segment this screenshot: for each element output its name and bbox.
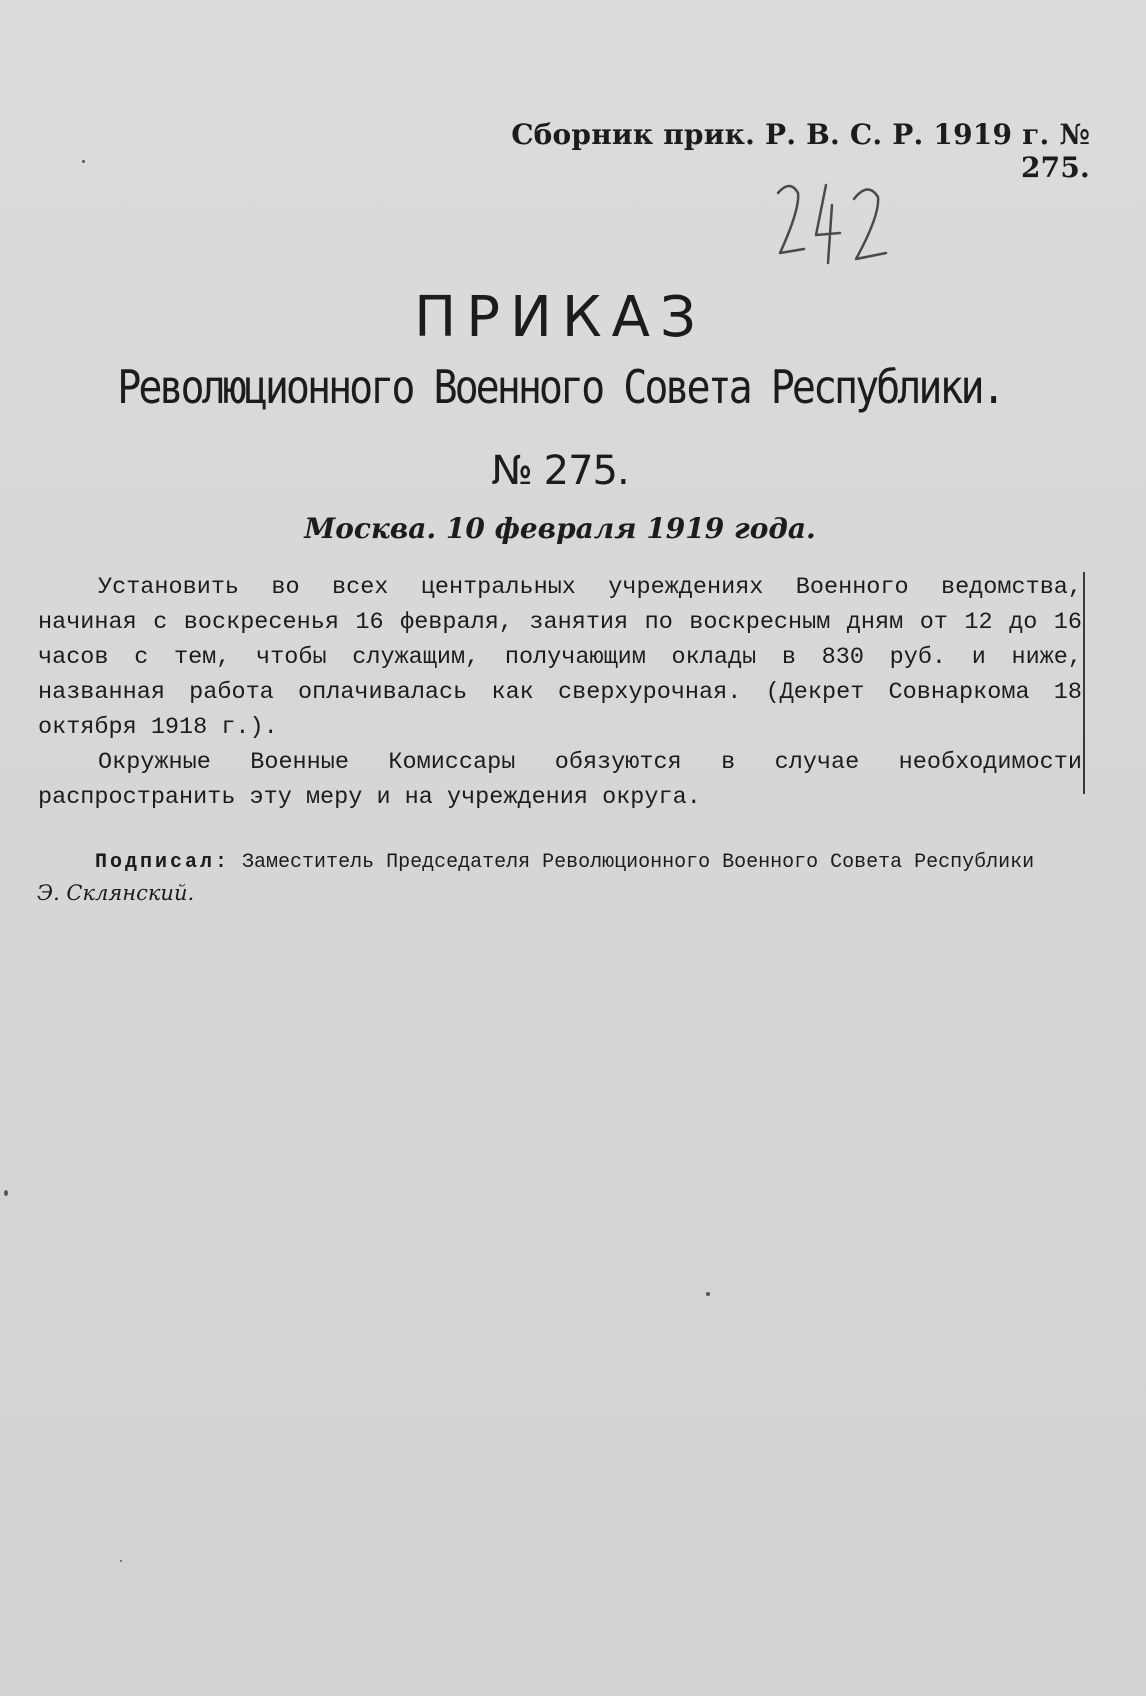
issuing-body: Революционного Военного Совета Республики.: [117, 361, 1003, 415]
paper-speck: [4, 1190, 8, 1196]
collection-reference: Сборник прик. Р. В. С. Р. 1919 г. № 275.: [511, 118, 1090, 184]
paper-speck: [706, 1292, 710, 1296]
handwritten-archive-number: [768, 175, 908, 295]
order-number: № 275.: [491, 448, 629, 494]
paper-speck: [82, 160, 85, 163]
paper-speck: [120, 1560, 122, 1562]
signatory-name: Э. Склянский.: [37, 881, 195, 905]
paragraph-2: Окружные Военные Комиссары обязуются в случае необходимости распространить эту меру и на учреждения округа.: [38, 749, 1082, 811]
signature-label: Подписал:: [95, 851, 231, 874]
paragraph-1: Установить во всех центральных учреждениях Военного ведомства, начиная с воскресенья 16 февраля, занятия по воскресным дням от 12 до 16 часов с тем, чтобы служащим, получающим оклады в 830 руб. и ниже, названная работа оплачивалась как сверхурочная. (Декрет Совнаркома 18 октября 1918 г.).: [38, 574, 1082, 741]
order-body: [38, 570, 1082, 815]
document-title: ПРИКАЗ: [414, 285, 706, 350]
place-and-date: Москва. 10 февраля 1919 года.: [304, 512, 816, 545]
margin-mark-line: [1083, 572, 1085, 794]
signatory-position: Заместитель Председателя Революционного Военного Совета Республики: [242, 851, 1035, 874]
signature-block: [37, 848, 1090, 908]
